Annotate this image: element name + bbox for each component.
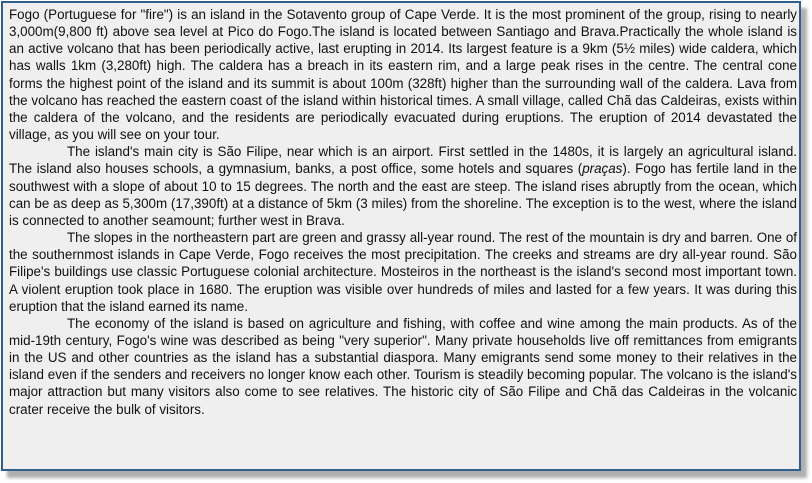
italic-term-pracas: praças: [582, 161, 623, 177]
paragraph-main-city-text-before: The island's main city is São Filipe, near which is an airport. First settled in the 1480s, it is largely an agricultural island. The island also houses schools, a gymnasium, banks, a post office, some hotels and squares (: [9, 144, 797, 177]
text-box-frame: [1, 1, 801, 471]
paragraph-intro-text: (Portuguese for "fire") is an island in the Sotavento group of Cape Verde. It is the most prominent of the group, rising to nearly 3,000m(9,800 ft) above sea level at Pico do Fogo.The island is located between Santiago and Brava.Practically the whole island is an active volcano that has been periodically active, last erupting in 2014. Its largest feature is a 9km (5½ miles) wide caldera, which has walls 1km (3,280ft) high. The caldera has a breach in its eastern rim, and a large peak rises in the centre. The central cone forms the highest point of the island and its summit is about 100m (328ft) higher than the surrounding wall of the caldera. Lava from the volcano has reached the eastern coast of the island within historical times. A small village, called Chã das Caldeiras, exists within the caldera of the volcano, and the residents are periodically evacuated during eruptions. The eruption of 2014 devastated the village, as you will see on your tour.: [9, 7, 797, 143]
paragraph-intro: [9, 6, 797, 143]
paragraph-main-city-text-after: ). Fogo has fertile land in the southwest with a slope of about 10 to 15 degrees. The north and the east are steep. The island rises abruptly from the ocean, which can be as deep as 5,300m (17,390ft) at a distance of 5km (3 miles) from the shoreline. The exception is to the west, where the island is connected to another seamount; further west in Brava.: [9, 161, 797, 228]
paragraph-economy: The economy of the island is based on agriculture and fishing, with coffee and wine among the main products. As of the mid-19th century, Fogo's wine was described as being "very superior". Many private households live off remittances from emigrants in the US and other countries as the island has a substantial diaspora. Many emigrants send some money to their relatives in the island even if the senders and receivers no longer know each other. Tourism is steadily becoming popular. The volcano is the island's major attraction but many visitors also come to see relatives. The historic city of São Filipe and Chã das Caldeiras in the volcanic crater receive the bulk of visitors.: [9, 315, 797, 417]
paragraph-slopes: The slopes in the northeastern part are green and grassy all-year round. The rest of the mountain is dry and barren. One of the southernmost islands in Cape Verde, Fogo receives the most precipitation. The creeks and streams are dry all-year round. São Filipe's buildings use classic Portuguese colonial architecture. Mosteiros in the northeast is the island's second most important town. A violent eruption took place in 1680. The eruption was visible over hundreds of miles and lasted for a few years. It was during this eruption that the island earned its name.: [9, 230, 797, 314]
article-body: [9, 6, 797, 418]
lead-term-fogo: Fogo: [9, 7, 40, 22]
paragraph-main-city: [9, 143, 797, 229]
